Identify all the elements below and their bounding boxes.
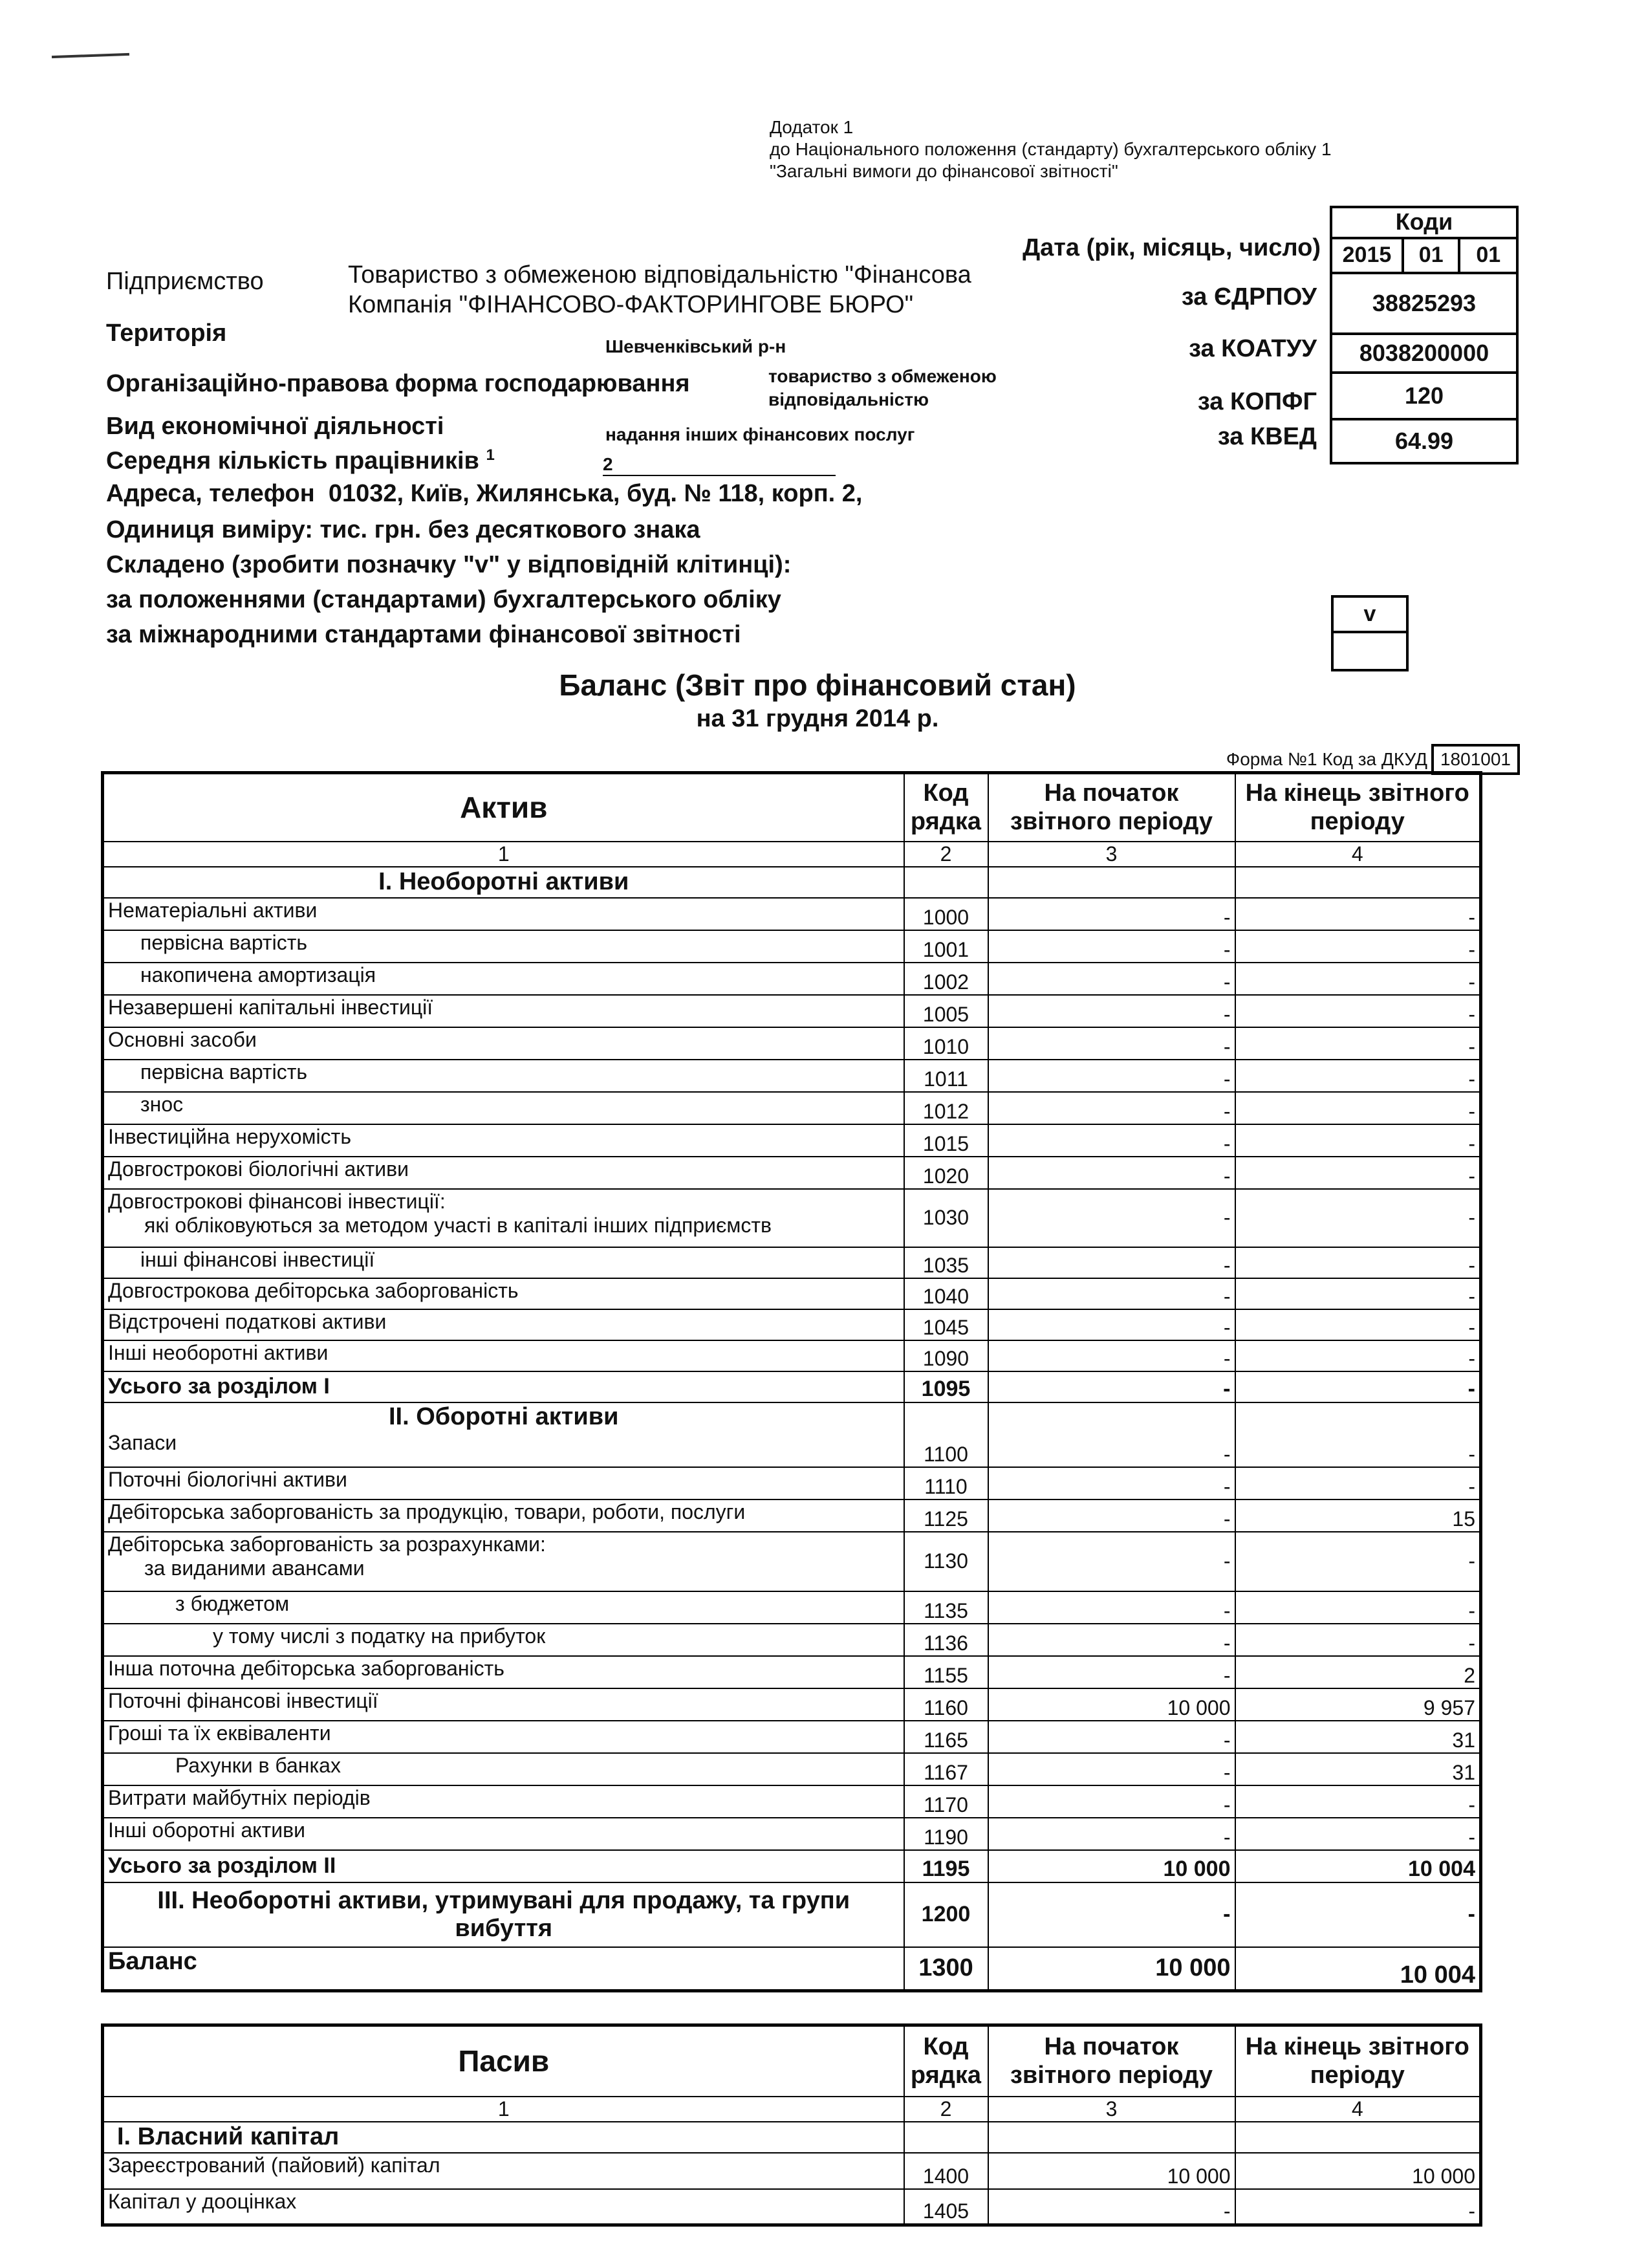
form-label: Форма №1 Код за ДКУД xyxy=(1226,749,1427,769)
row-end: - xyxy=(1235,1157,1481,1189)
annex-line-3: "Загальні вимоги до фінансової звітності" xyxy=(770,161,1118,181)
table-row xyxy=(103,1309,1481,1340)
liabilities-section-1-title: І. Власний капітал xyxy=(103,2122,904,2153)
col-number: 4 xyxy=(1235,2097,1481,2122)
row-label-line-1: Дебіторська заборгованість за розрахунками: xyxy=(108,1532,546,1556)
employees-label-text: Середня кількість працівників xyxy=(106,447,479,475)
column-numbers-row xyxy=(103,2097,1481,2122)
codes-box xyxy=(1330,206,1519,464)
row-label: Усього за розділом ІІ xyxy=(103,1850,904,1882)
row-start: - xyxy=(988,1656,1235,1688)
row-label: Гроші та їх еквіваленти xyxy=(103,1721,904,1753)
row-start: - xyxy=(988,1092,1235,1124)
col-number: 1 xyxy=(103,2097,904,2122)
enterprise-label: Підприємство xyxy=(106,268,264,295)
balance-row xyxy=(103,1947,1481,1991)
row-label: Рахунки в банках xyxy=(103,1753,904,1785)
corner-mark xyxy=(52,53,129,58)
row-start: - xyxy=(988,1624,1235,1656)
row-label: Поточні фінансові інвестиції xyxy=(103,1688,904,1721)
row-label: Капітал у дооцінках xyxy=(103,2189,904,2225)
kopfg-code: 120 xyxy=(1330,374,1519,420)
row-end: - xyxy=(1235,1532,1481,1591)
row-end: - xyxy=(1235,1309,1481,1340)
liabilities-table xyxy=(101,2023,1482,2227)
row-label: Довгострокові біологічні активи xyxy=(103,1157,904,1189)
row-end: 2 xyxy=(1235,1656,1481,1688)
row-end: - xyxy=(1235,2189,1481,2225)
row-end: - xyxy=(1235,1882,1481,1947)
col-number: 3 xyxy=(988,842,1235,867)
row-end: - xyxy=(1235,1818,1481,1850)
col-number: 4 xyxy=(1235,842,1481,867)
table-row xyxy=(103,1340,1481,1371)
row-code: 1300 xyxy=(904,1947,988,1991)
row-label: Основні засоби xyxy=(103,1027,904,1060)
standard-international: за міжнародними стандартами фінансової звітності xyxy=(106,621,741,648)
row-label: Дебіторська заборгованість за продукцію, товари, роботи, послуги xyxy=(103,1499,904,1532)
header-asset: Актив xyxy=(103,773,904,842)
employees-label xyxy=(106,446,495,475)
table-row xyxy=(103,1157,1481,1189)
table-row xyxy=(103,1402,1481,1467)
row-code: 1165 xyxy=(904,1721,988,1753)
row-code: 1400 xyxy=(904,2153,988,2189)
row-label: первісна вартість xyxy=(103,930,904,963)
table-row xyxy=(103,963,1481,995)
kved-label: за КВЕД xyxy=(1217,423,1317,450)
table-row xyxy=(103,1721,1481,1753)
row-label: Витрати майбутніх періодів xyxy=(103,1785,904,1818)
enterprise-name-line-2: Компанія "ФІНАНСОВО-ФАКТОРИНГОВЕ БЮРО" xyxy=(348,291,914,318)
row-code: 1195 xyxy=(904,1850,988,1882)
row-label: Інша поточна дебіторська заборгованість xyxy=(103,1656,904,1688)
row-code: 1002 xyxy=(904,963,988,995)
row-start: - xyxy=(988,1591,1235,1624)
row-label: інші фінансові інвестиції xyxy=(103,1247,904,1278)
row-start: 10 000 xyxy=(988,2153,1235,2189)
row-start: - xyxy=(988,995,1235,1027)
enterprise-name xyxy=(348,260,971,320)
row-label-line-2: за виданими авансами xyxy=(144,1556,365,1580)
section-3-line-2: вибуття xyxy=(455,1914,553,1942)
table-row xyxy=(103,1467,1481,1499)
row-start: - xyxy=(988,930,1235,963)
row-label: Інші оборотні активи xyxy=(103,1818,904,1850)
header-end: На кінець звітного періоду xyxy=(1235,773,1481,842)
row-code: 1035 xyxy=(904,1247,988,1278)
row-label-line-2: які обліковуються за методом участі в капіталі інших підприємств xyxy=(144,1213,772,1237)
table-row xyxy=(103,1532,1481,1591)
standard-checkbox-group xyxy=(1331,595,1409,671)
row-start: - xyxy=(988,1027,1235,1060)
row-end: - xyxy=(1235,1467,1481,1499)
row-code: 1405 xyxy=(904,2189,988,2225)
row-label: Інвестиційна нерухомість xyxy=(103,1124,904,1157)
liabilities-rows xyxy=(103,2153,1481,2225)
assets-table xyxy=(101,771,1482,1992)
row-end: 9 957 xyxy=(1235,1688,1481,1721)
row-end: 15 xyxy=(1235,1499,1481,1532)
row-end: - xyxy=(1235,1785,1481,1818)
row-label: Незавершені капітальні інвестиції xyxy=(103,995,904,1027)
address-row xyxy=(106,480,862,508)
header-end: На кінець звітного періоду xyxy=(1235,2025,1481,2097)
row-code: 1135 xyxy=(904,1591,988,1624)
header-start: На початок звітного періоду xyxy=(988,773,1235,842)
report-title: Баланс (Звіт про фінансовий стан) xyxy=(559,668,1076,702)
edrpou-code: 38825293 xyxy=(1330,274,1519,335)
row-end: - xyxy=(1235,1371,1481,1402)
section-1-title: І. Необоротні активи xyxy=(103,867,904,898)
row-label: з бюджетом xyxy=(103,1591,904,1624)
row-end: - xyxy=(1235,1189,1481,1247)
row-code: 1001 xyxy=(904,930,988,963)
row-code: 1160 xyxy=(904,1688,988,1721)
row-code: 1045 xyxy=(904,1309,988,1340)
legal-form-line-1: товариство з обмеженою xyxy=(768,366,997,386)
row-code: 1100 xyxy=(904,1402,988,1467)
row-start: - xyxy=(988,1060,1235,1092)
territory-value: Шевченківський р-н xyxy=(605,336,786,356)
annex-note xyxy=(770,116,1332,182)
standard-national: за положеннями (стандартами) бухгалтерського обліку xyxy=(106,586,781,613)
total-row xyxy=(103,1371,1481,1402)
row-code: 1167 xyxy=(904,1753,988,1785)
row-start: 10 000 xyxy=(988,1947,1235,1991)
row-start: - xyxy=(988,2189,1235,2225)
row-code: 1190 xyxy=(904,1818,988,1850)
row-start: - xyxy=(988,1309,1235,1340)
section-header-row xyxy=(103,2122,1481,2153)
row-code: 1090 xyxy=(904,1340,988,1371)
section-2a-rows xyxy=(103,1467,1481,1532)
section-3-line-1: ІІІ. Необоротні активи, утримувані для продажу, та групи xyxy=(157,1886,850,1914)
total-row xyxy=(103,1850,1481,1882)
assets-header-row xyxy=(103,773,1481,842)
section-2b-rows xyxy=(103,1591,1481,1850)
edrpou-label: за ЄДРПОУ xyxy=(1181,283,1317,311)
row-end: 10 000 xyxy=(1235,2153,1481,2189)
row-end: 31 xyxy=(1235,1721,1481,1753)
table-row xyxy=(103,1092,1481,1124)
row-end: - xyxy=(1235,1027,1481,1060)
row-end: - xyxy=(1235,1278,1481,1309)
form-code: 1801001 xyxy=(1431,744,1520,775)
row-code: 1010 xyxy=(904,1027,988,1060)
table-row xyxy=(103,1278,1481,1309)
row-code: 1170 xyxy=(904,1785,988,1818)
row-end: 10 004 xyxy=(1235,1850,1481,1882)
row-start: - xyxy=(988,1721,1235,1753)
row-code: 1005 xyxy=(904,995,988,1027)
row-label: Відстрочені податкові активи xyxy=(103,1309,904,1340)
table-row xyxy=(103,1247,1481,1278)
header-code: Код рядка xyxy=(904,773,988,842)
annex-line-1: Додаток 1 xyxy=(770,117,854,137)
standard-national-checkbox[interactable]: v xyxy=(1334,598,1406,633)
row-start: - xyxy=(988,1499,1235,1532)
activity-label: Вид економічної діяльності xyxy=(106,413,444,440)
section-header-row xyxy=(103,867,1481,898)
table-row xyxy=(103,1656,1481,1688)
header-start: На початок звітного періоду xyxy=(988,2025,1235,2097)
column-numbers-row xyxy=(103,842,1481,867)
row-end: - xyxy=(1235,1402,1481,1467)
row-code: 1125 xyxy=(904,1499,988,1532)
header-liability: Пасив xyxy=(103,2025,904,2097)
row-code: 1030 xyxy=(904,1189,988,1247)
address-label: Адреса, телефон xyxy=(106,480,315,507)
row-start: - xyxy=(988,898,1235,930)
activity-value: надання інших фінансових послуг xyxy=(605,424,915,444)
col-number: 3 xyxy=(988,2097,1235,2122)
annex-line-2: до Національного положення (стандарту) бухгалтерського обліку 1 xyxy=(770,139,1332,159)
row-end: - xyxy=(1235,995,1481,1027)
row-end: - xyxy=(1235,1124,1481,1157)
date-month: 01 xyxy=(1404,239,1461,272)
address-value: 01032, Київ, Жилянська, буд. № 118, корп. 2, xyxy=(328,480,863,507)
row-code: 1130 xyxy=(904,1532,988,1591)
col-number: 2 xyxy=(904,842,988,867)
row-code: 1155 xyxy=(904,1656,988,1688)
row-label: Нематеріальні активи xyxy=(103,898,904,930)
row-code: 1011 xyxy=(904,1060,988,1092)
row-label xyxy=(103,1882,904,1947)
row-end: - xyxy=(1235,930,1481,963)
standard-international-checkbox[interactable] xyxy=(1334,633,1406,666)
row-end: - xyxy=(1235,1340,1481,1371)
row-end: - xyxy=(1235,1591,1481,1624)
employees-footnote: 1 xyxy=(486,446,495,464)
row-code: 1040 xyxy=(904,1278,988,1309)
row-end: - xyxy=(1235,1060,1481,1092)
date-day: 01 xyxy=(1476,243,1501,267)
report-date: на 31 грудня 2014 р. xyxy=(696,705,939,732)
legal-form-label: Організаційно-правова форма господарювання xyxy=(106,370,690,397)
header-code: Код рядка xyxy=(904,2025,988,2097)
row-code: 1110 xyxy=(904,1467,988,1499)
table-row xyxy=(103,1591,1481,1624)
row-start: - xyxy=(988,1247,1235,1278)
section-1-rows xyxy=(103,898,1481,1189)
row-label-line-1: Довгострокові фінансові інвестиції: xyxy=(108,1189,446,1213)
row-start: 10 000 xyxy=(988,1850,1235,1882)
enterprise-name-line-1: Товариство з обмеженою відповідальністю "Фінансова xyxy=(348,261,971,289)
row-end: 31 xyxy=(1235,1753,1481,1785)
table-row xyxy=(103,1785,1481,1818)
row-start: - xyxy=(988,1157,1235,1189)
row-start: - xyxy=(988,1532,1235,1591)
row-label: знос xyxy=(103,1092,904,1124)
row-start: - xyxy=(988,1340,1235,1371)
row-label: Поточні біологічні активи xyxy=(103,1467,904,1499)
table-row xyxy=(103,1060,1481,1092)
row-label: Баланс xyxy=(103,1947,904,1991)
row-start: - xyxy=(988,963,1235,995)
row-code: 1200 xyxy=(904,1882,988,1947)
row-start: - xyxy=(988,1371,1235,1402)
territory-label: Територія xyxy=(106,320,227,347)
table-row xyxy=(103,1189,1481,1247)
row-code: 1000 xyxy=(904,898,988,930)
table-row xyxy=(103,1624,1481,1656)
employees-value: 2 xyxy=(603,454,836,476)
row-code: 1012 xyxy=(904,1092,988,1124)
codes-header: Коди xyxy=(1330,206,1519,239)
row-code: 1136 xyxy=(904,1624,988,1656)
date-cells xyxy=(1330,239,1519,274)
row-start: - xyxy=(988,1278,1235,1309)
section-1b-rows xyxy=(103,1247,1481,1371)
row-label: Усього за розділом І xyxy=(103,1371,904,1402)
row-start: - xyxy=(988,1189,1235,1247)
table-row xyxy=(103,1499,1481,1532)
table-row xyxy=(103,898,1481,930)
row-end: - xyxy=(1235,963,1481,995)
row-start: - xyxy=(988,1882,1235,1947)
legal-form-line-2: відповідальністю xyxy=(768,389,929,409)
table-row xyxy=(103,1688,1481,1721)
row-start: - xyxy=(988,1785,1235,1818)
row-end: 10 004 xyxy=(1235,1947,1481,1991)
row-start: - xyxy=(988,1402,1235,1467)
row-start: 10 000 xyxy=(988,1688,1235,1721)
row-label: накопичена амортизація xyxy=(103,963,904,995)
unit-of-measure: Одиниця виміру: тис. грн. без десяткового знака xyxy=(106,516,700,543)
kved-code: 64.99 xyxy=(1330,420,1519,464)
section-2-title: ІІ. Оборотні активи xyxy=(389,1402,619,1430)
row-code: 1015 xyxy=(904,1124,988,1157)
row-label: Довгострокова дебіторська заборгованість xyxy=(103,1278,904,1309)
date-label: Дата (рік, місяць, число) xyxy=(1023,234,1321,261)
legal-form-value xyxy=(768,365,997,411)
row-end: - xyxy=(1235,1624,1481,1656)
table-row xyxy=(103,1753,1481,1785)
row-label: первісна вартість xyxy=(103,1060,904,1092)
table-row xyxy=(103,2189,1481,2225)
row-label xyxy=(103,1189,904,1247)
row-label: Інші необоротні активи xyxy=(103,1340,904,1371)
table-row xyxy=(103,1027,1481,1060)
koatuu-label: за КОАТУУ xyxy=(1189,335,1317,362)
row-start: - xyxy=(988,1753,1235,1785)
row-start: - xyxy=(988,1467,1235,1499)
compiled-note: Складено (зробити позначку "v" у відповідній клітинці): xyxy=(106,551,792,578)
table-row xyxy=(103,930,1481,963)
row-code: 1095 xyxy=(904,1371,988,1402)
kopfg-label: за КОПФГ xyxy=(1197,388,1317,415)
row-label: Зареєстрований (пайовий) капітал xyxy=(103,2153,904,2189)
row-end: - xyxy=(1235,1092,1481,1124)
form-code-row xyxy=(1226,744,1520,775)
koatuu-code: 8038200000 xyxy=(1330,335,1519,374)
table-row xyxy=(103,1818,1481,1850)
row-label xyxy=(103,1402,904,1467)
table-row xyxy=(103,2153,1481,2189)
row-start: - xyxy=(988,1818,1235,1850)
row-end: - xyxy=(1235,1247,1481,1278)
section-3-row xyxy=(103,1882,1481,1947)
table-row xyxy=(103,1124,1481,1157)
row-end: - xyxy=(1235,898,1481,930)
liabilities-header-row xyxy=(103,2025,1481,2097)
row-label xyxy=(103,1532,904,1591)
date-year: 2015 xyxy=(1332,239,1404,272)
row-label-text: Запаси xyxy=(108,1430,177,1454)
row-code: 1020 xyxy=(904,1157,988,1189)
col-number: 1 xyxy=(103,842,904,867)
col-number: 2 xyxy=(904,2097,988,2122)
table-row xyxy=(103,995,1481,1027)
row-start: - xyxy=(988,1124,1235,1157)
row-label: у тому числі з податку на прибуток xyxy=(103,1624,904,1656)
